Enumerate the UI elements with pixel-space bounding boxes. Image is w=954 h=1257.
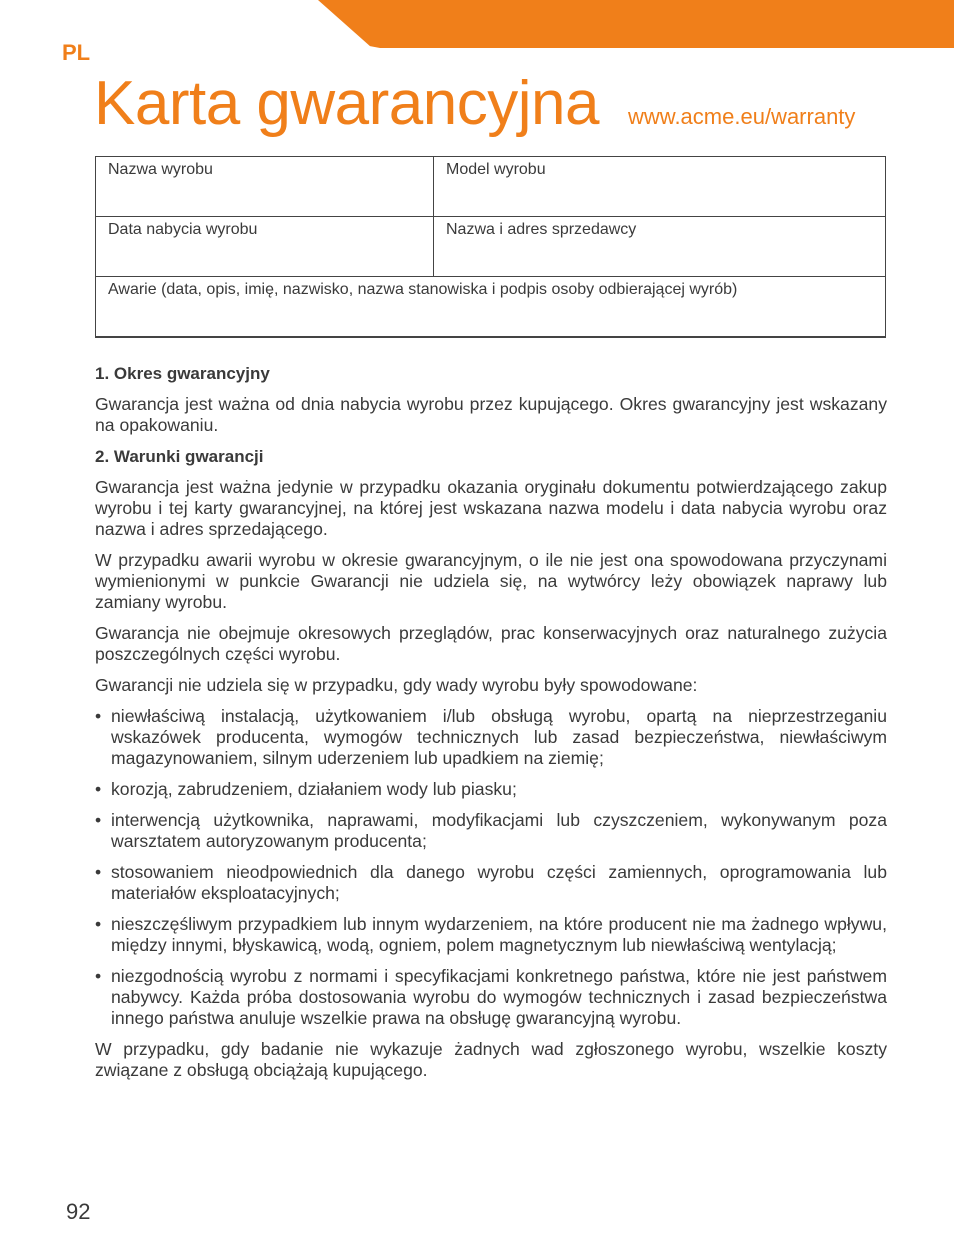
form-row (96, 217, 886, 277)
list-item: • interwencją użytkownika, naprawami, modyfikacjami lub czyszczeniem, wykonywanym poza warsztatem autoryzowanym producenta; (95, 810, 887, 851)
form-row (96, 157, 886, 217)
paragraph: W przypadku, gdy badanie nie wykazuje żadnych wad zgłoszonego wyrobu, wszelkie koszty związane z obsługą obciążają kupującego. (95, 1039, 887, 1080)
language-code: PL (62, 40, 91, 65)
paragraph: Gwarancji nie udziela się w przypadku, gdy wady wyrobu były spowodowane: (95, 675, 698, 695)
purchase-date-field[interactable] (96, 217, 434, 277)
failures-label: Awarie (data, opis, imię, nazwisko, nazwa stanowiska i podpis osoby odbierającej wyrób) (108, 281, 738, 298)
purchase-date-label: Data nabycia wyrobu (108, 221, 258, 238)
exclusions-list (95, 706, 887, 1029)
list-item: • nieszczęśliwym przypadkiem lub innym wydarzeniem, na które producent nie ma żadnego wpływu, między innymi, błyskawicą, wodą, ogniem, polem magnetycznym lub niewłaściwą wentylacją; (95, 914, 887, 955)
failures-field[interactable] (96, 277, 886, 337)
bullet-icon: • (95, 810, 102, 830)
seller-field[interactable] (434, 217, 886, 277)
form-row (96, 277, 886, 337)
paragraph: W przypadku awarii wyrobu w okresie gwarancyjnym, o ile nie jest ona spowodowana przyczynami wymienionymi w punkcie Gwarancji nie udziela się, na wytwórcy leży obowiązek naprawy lub zamiany wyrobu. (95, 550, 887, 612)
section-heading: 1. Okres gwarancyjny (95, 364, 270, 383)
product-model-label: Model wyrobu (446, 161, 546, 178)
page-number: 92 (66, 1199, 91, 1224)
header-orange-tab (318, 0, 954, 48)
seller-label: Nazwa i adres sprzedawcy (446, 221, 637, 238)
list-item: • korozją, zabrudzeniem, działaniem wody lub piasku; (95, 779, 517, 799)
paragraph: Gwarancja nie obejmuje okresowych przeglądów, prac konserwacyjnych oraz naturalnego zużycia poszczególnych części wyrobu. (95, 623, 887, 664)
warranty-url: www.acme.eu/warranty (628, 104, 856, 129)
list-item: • stosowaniem nieodpowiednich dla danego wyrobu części zamiennych, oprogramowania lub materiałów eksploatacyjnych; (95, 862, 887, 903)
list-item: • niezgodnością wyrobu z normami i specyfikacjami konkretnego państwa, które nie jest państwem nabywcy. Każda próba dostosowania wyrobu do wymogów technicznych i zasad bezpieczeństwa innego państwa anuluje wszelkie prawa na obsługę gwarancyjną wyrobu. (95, 966, 887, 1028)
page-title: Karta gwarancyjna (94, 69, 599, 138)
bullet-icon: • (95, 914, 102, 934)
product-name-field[interactable] (96, 157, 434, 217)
section-heading: 2. Warunki gwarancji (95, 447, 264, 466)
product-model-field[interactable] (434, 157, 886, 217)
bullet-icon: • (95, 779, 102, 799)
bullet-icon: • (95, 706, 102, 726)
warranty-text (95, 360, 887, 1091)
product-name-label: Nazwa wyrobu (108, 161, 213, 178)
warranty-form-table (95, 156, 886, 338)
bullet-icon: • (95, 862, 102, 882)
list-item: • niewłaściwą instalacją, użytkowaniem i/lub obsługą wyrobu, opartą na nieprzestrzeganiu wskazówek producenta, wymogów technicznych lub zasad bezpieczeństwa, niewłaściwym magazynowaniem, silnym uderzeniem lub upadkiem na ziemię; (95, 706, 887, 768)
paragraph: Gwarancja jest ważna jedynie w przypadku okazania oryginału dokumentu potwierdzającego zakup wyrobu i tej karty gwarancyjnej, na której jest wskazana nazwa modelu i data nabycia wyrobu oraz nazwa i adres sprzedającego. (95, 477, 887, 539)
bullet-icon: • (95, 966, 102, 986)
paragraph: Gwarancja jest ważna od dnia nabycia wyrobu przez kupującego. Okres gwarancyjny jest wskazany na opakowaniu. (95, 394, 887, 435)
